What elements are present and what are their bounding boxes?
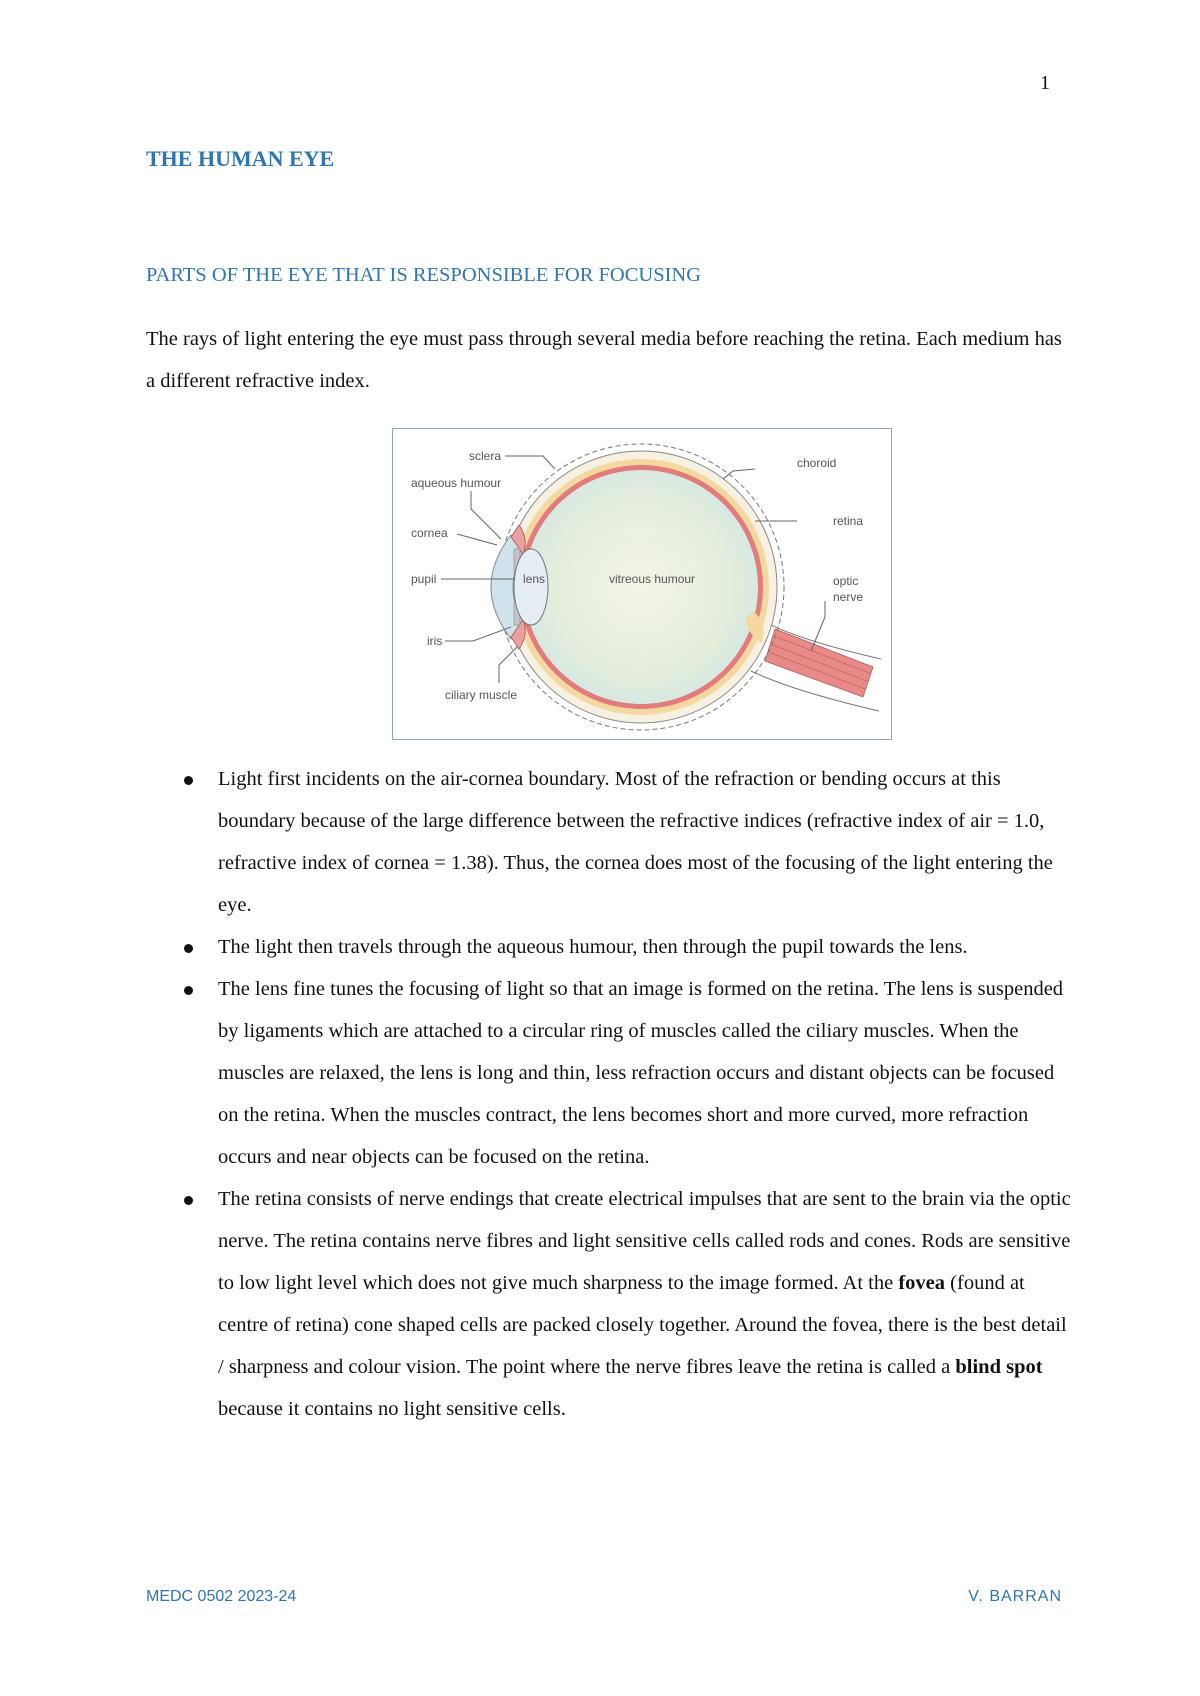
bold-term: blind spot — [955, 1356, 1043, 1378]
footer-author: V. BARRAN — [968, 1588, 1062, 1605]
section-heading: PARTS OF THE EYE THAT IS RESPONSIBLE FOR FOCUSING — [146, 264, 702, 286]
bullet-dot-icon — [184, 776, 193, 785]
bullet-item — [146, 968, 1076, 1178]
label-cornea: cornea — [411, 526, 448, 540]
lens-shape — [514, 549, 548, 625]
label-choroid: choroid — [797, 456, 837, 470]
bullet-dot-icon — [184, 986, 193, 995]
label-lens: lens — [523, 572, 546, 586]
text-run: because it contains no light sensitive cells. — [218, 1398, 566, 1420]
footer-course-code: MEDC 0502 2023-24 — [146, 1588, 297, 1605]
bullet-text — [218, 978, 1063, 1168]
eye-diagram-figure — [392, 428, 892, 740]
bold-term: fovea — [898, 1272, 946, 1294]
document-title: THE HUMAN EYE — [146, 146, 335, 171]
bullet-item — [146, 926, 1076, 968]
vitreous-humour-shape — [524, 470, 758, 704]
bullet-text — [218, 768, 1053, 916]
intro-paragraph: The rays of light entering the eye must pass through several media before reaching the retina. Each medium has a different refractive index. — [146, 328, 1062, 392]
bullet-item — [146, 1178, 1076, 1430]
label-sclera: sclera — [469, 449, 502, 463]
text-run: The lens fine tunes the focusing of light so that an image is formed on the retina. The lens is suspended by ligaments which are attached to a circular ring of muscles called the ciliary muscles. When the muscles are relaxed, the lens is long and thin, less refraction occurs and distant objects can be focused on the retina. When the muscles contract, the lens becomes short and more curved, more refraction occurs and near objects can be focused on the retina. — [218, 978, 1064, 1168]
label-nerve: nerve — [833, 590, 864, 604]
text-run: The retina consists of nerve endings that create electrical impulses that are sent to the brain via the optic nerve. The retina contains nerve fibres and light sensitive cells called rods and cones. Rods are sensitive to low light level which does not give much sharpness to the image formed. At the — [218, 1188, 1071, 1294]
text-run: The light then travels through the aqueous humour, then through the pupil towards the lens. — [218, 936, 968, 958]
bullet-item — [146, 758, 1076, 926]
label-optic: optic — [833, 574, 859, 588]
text-run: (found at centre of retina) cone shaped cells are packed closely together. Around the fovea, there is the best detail / sharpness and colour vision. The point where the nerve fibres leave the retina is called a — [218, 1272, 1067, 1378]
eye-diagram — [393, 429, 893, 741]
label-pupil: pupil — [411, 572, 437, 586]
bullet-text — [218, 936, 968, 958]
label-iris: iris — [427, 634, 443, 648]
label-vitreous-humour: vitreous humour — [609, 572, 696, 586]
label-retina: retina — [833, 514, 864, 528]
label-aqueous-humour: aqueous humour — [411, 476, 502, 490]
bullet-text — [218, 1188, 1071, 1420]
page-number: 1 — [1040, 72, 1050, 94]
bullet-list — [146, 758, 1076, 1430]
bullet-dot-icon — [184, 944, 193, 953]
bullet-dot-icon — [184, 1196, 193, 1205]
label-ciliary-muscle: ciliary muscle — [445, 688, 518, 702]
optic-nerve-shape — [751, 617, 881, 711]
text-run: Light first incidents on the air-cornea boundary. Most of the refraction or bending occurs at this boundary because of the large difference between the refractive indices (refractive index of air = 1.0, refractive index of cornea = 1.38). Thus, the cornea does most of the focusing of the light entering the eye. — [218, 768, 1053, 916]
